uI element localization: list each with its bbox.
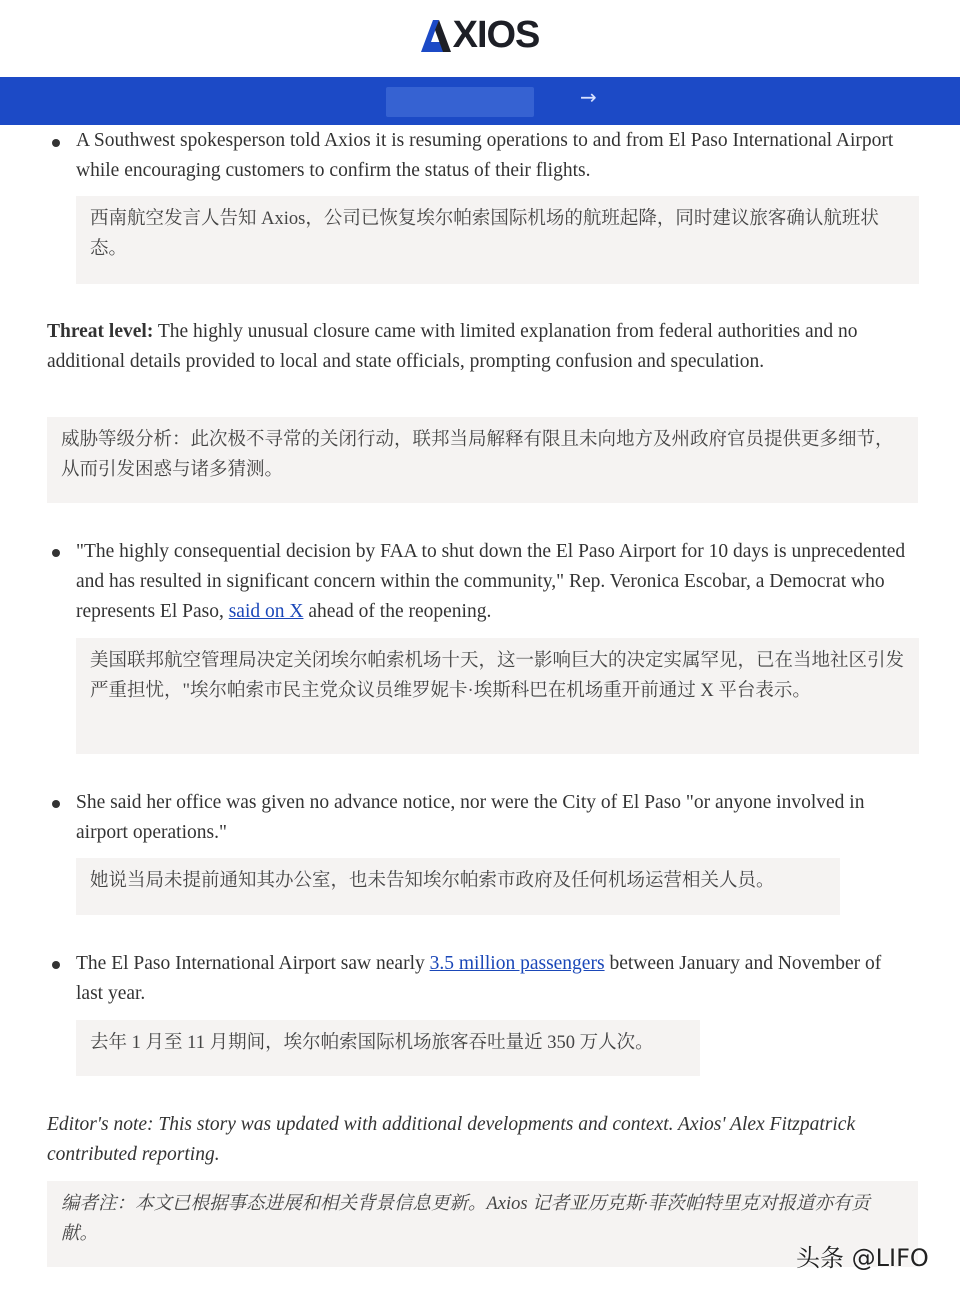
banner-button[interactable] bbox=[386, 87, 534, 117]
translation-zh: 美国联邦航空管理局决定关闭埃尔帕索机场十天，这一影响巨大的决定实属罕见，已在当地社区引发严重担忧，"埃尔帕索市民主党众议员维罗妮卡·埃斯科巴在机场重开前通过 X 平台表示。 bbox=[76, 638, 919, 754]
translation-zh: 西南航空发言人告知 Axios，公司已恢复埃尔帕索国际机场的航班起降，同时建议旅客确认航班状态。 bbox=[76, 196, 919, 284]
paragraph-en: She said her office was given no advance notice, nor were the City of El Paso "or anyone involved in airport operations." bbox=[76, 792, 865, 843]
axios-logo[interactable]: XIOS bbox=[421, 14, 540, 57]
editors-note-en: Editor's note: This story was updated with additional developments and context. Axios' Alex Fitzpatrick contributed reporting. bbox=[47, 1114, 856, 1165]
bullet-icon bbox=[52, 961, 60, 969]
paragraph-en: "The highly consequential decision by FAA to shut down the El Paso Airport for 10 days is unprecedented and has resulted in significant concern within the community," Rep. Veronica Escobar, a Democrat who represents El Paso, said on X ahead of the reopening. bbox=[76, 541, 906, 622]
translation-zh: 威胁等级分析：此次极不寻常的关闭行动，联邦当局解释有限且未向地方及州政府官员提供更多细节，从而引发困惑与诸多猜测。 bbox=[47, 417, 918, 503]
said-on-x-link[interactable]: said on X bbox=[228, 601, 304, 622]
bullet-icon bbox=[52, 549, 60, 557]
watermark: 头条 @LIFO bbox=[796, 1244, 929, 1272]
paragraph-en: Threat level: The highly unusual closure came with limited explanation from federal authorities and no additional details provided to local and state officials, prompting confusion and speculation. bbox=[47, 321, 858, 372]
editors-note-zh: 编者注：本文已根据事态进展和相关背景信息更新。Axios 记者亚历克斯·菲茨帕特里克对报道亦有贡献。 bbox=[47, 1181, 918, 1267]
paragraph-en: The El Paso International Airport saw nearly 3.5 million passengers between January and November of last year. bbox=[76, 953, 882, 1004]
passengers-link[interactable]: 3.5 million passengers bbox=[429, 953, 605, 974]
translation-zh: 去年 1 月至 11 月期间，埃尔帕索国际机场旅客吞吐量近 350 万人次。 bbox=[76, 1020, 700, 1076]
arrow-right-icon[interactable]: → bbox=[580, 85, 597, 109]
paragraph-en: A Southwest spokesperson told Axios it is resuming operations to and from El Paso International Airport while encouraging customers to confirm the status of their flights. bbox=[76, 130, 894, 181]
bullet-icon bbox=[52, 139, 60, 147]
bullet-icon bbox=[52, 800, 60, 808]
axios-logo-mark-icon bbox=[421, 20, 451, 52]
threat-level-label: Threat level: bbox=[47, 321, 154, 342]
promo-banner bbox=[0, 77, 960, 125]
translation-zh: 她说当局未提前通知其办公室，也未告知埃尔帕索市政府及任何机场运营相关人员。 bbox=[76, 858, 840, 915]
site-header bbox=[0, 0, 960, 77]
